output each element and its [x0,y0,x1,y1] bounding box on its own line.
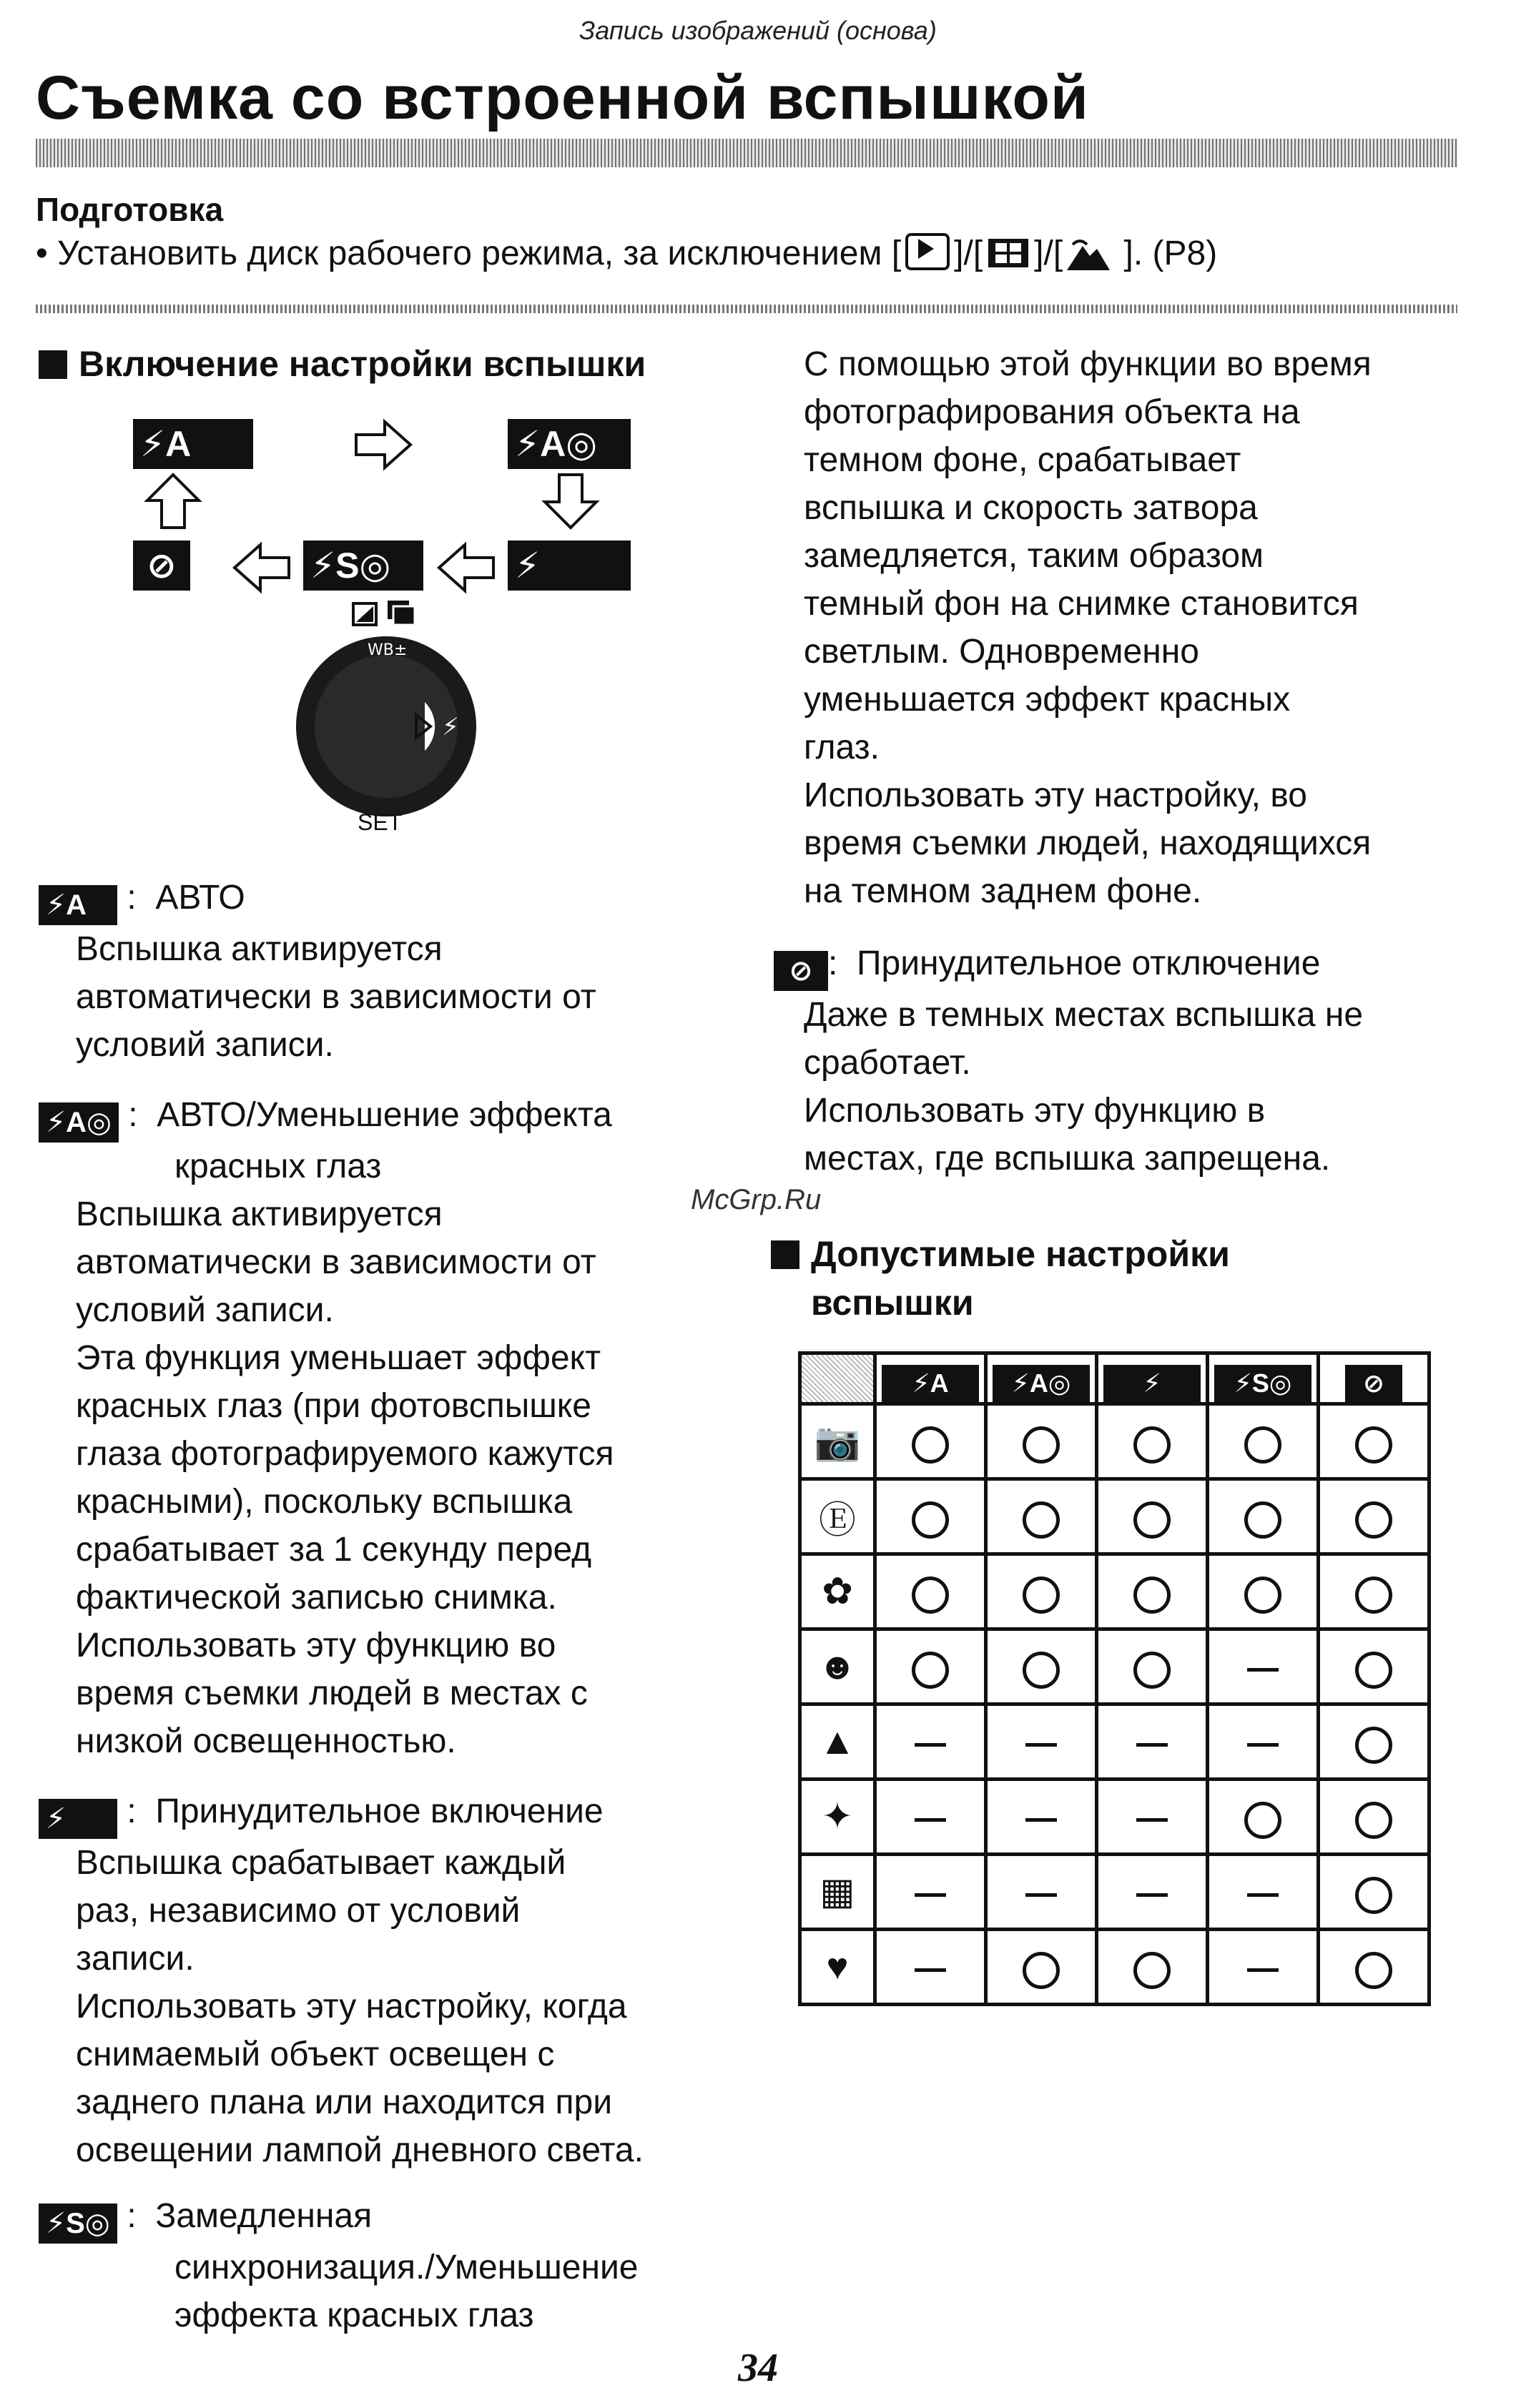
not-allowed-mark [915,1968,946,1972]
not-allowed-mark [1025,1818,1057,1822]
table-cell [1097,1554,1208,1629]
table-cell [1097,1704,1208,1780]
control-dial[interactable] [293,633,479,819]
desc-line: срабатывает за 1 секунду перед [76,1531,592,1569]
desc-line: Вспышка активируется [76,930,443,968]
allowed-mark [1355,1952,1392,1989]
allowed-mark [1244,1426,1281,1464]
allowed-mark [1133,1952,1171,1989]
desc-line: время съемки людей, находящихся [804,824,1372,862]
desc-line: сработает. [804,1044,971,1082]
heart-icon: ♥ [800,1930,875,2005]
desc-line: Вспышка срабатывает каждый [76,1844,566,1882]
column-header: ⚡A◎ [986,1353,1097,1404]
allowed-mark [1355,1426,1392,1464]
desc-line: записи. [76,1940,195,1978]
flash-auto-badge: ⚡A [39,885,117,925]
flash-off-badge: ⊘ [774,951,828,991]
diagram-flash-forced-on: ⚡ [508,541,631,591]
table-cell [1097,1479,1208,1554]
desc-line: раз, независимо от условий [76,1892,521,1930]
play-mode-icon [905,233,950,270]
table-cell [875,1930,986,2005]
desc-line: красных глаз (при фотовспышке [76,1387,591,1425]
allowed-mark [1244,1576,1281,1614]
mode-name: Принудительное включение [155,1792,604,1830]
diagram-flash-slow-sync: ⚡S◎ [303,541,423,591]
desc-line: снимаемый объект освещен с [76,2036,555,2073]
table-cell [986,1780,1097,1855]
table-cell [1208,1780,1319,1855]
table-corner [800,1353,875,1404]
exposure-burst-icons [350,598,429,631]
diagram-flash-auto: ⚡A [133,419,253,469]
column-header: ⊘ [1319,1353,1429,1404]
table-row [800,1855,1429,1930]
bullet-square-icon [771,1240,799,1269]
desc-line: условий записи. [76,1026,334,1064]
table-cell [1097,1930,1208,2005]
allowed-mark [1023,1576,1060,1614]
allowed-mark [912,1576,949,1614]
desc-line: Использовать эту настройку, во [804,776,1307,814]
allowed-mark [1244,1501,1281,1539]
desc-line: низкой освещенностью. [76,1722,456,1760]
arrow-down-icon [541,472,601,531]
table-row [800,1404,1429,1479]
desc-line: вспышка и скорость затвора [804,489,1258,527]
desc-line: заднего плана или находится при [76,2083,612,2121]
portrait-icon: ☻ [800,1629,875,1704]
desc-line: автоматически в зависимости от [76,978,596,1016]
not-allowed-mark [1247,1668,1279,1672]
allowed-mark [912,1426,949,1464]
mode-slow-sync: ⚡S◎ : Замедленная синхронизация./Уменьшение эффекта красных глаз [39,2192,725,2339]
landscape-icon: ▲ [800,1704,875,1780]
diagram-flash-auto-redeye: ⚡A◎ [508,419,631,469]
desc-line: замедляется, таким образом [804,537,1264,575]
table-row [800,1780,1429,1855]
arrow-up-icon [143,472,203,531]
allowed-mark [1244,1802,1281,1839]
desc-line: глаза фотографируемого кажутся [76,1435,614,1473]
flash-slow-sync-badge: ⚡S◎ [39,2204,117,2244]
table-cell [1208,1855,1319,1930]
allowed-mark [1355,1501,1392,1539]
mode-name: Принудительное отключение [857,944,1321,982]
allowed-mark [1355,1652,1392,1689]
allowed-mark [912,1501,949,1539]
title-divider [36,139,1457,167]
column-header: ⚡ [1097,1353,1208,1404]
allowed-mark [1023,1652,1060,1689]
desc-line: темном фоне, срабатывает [804,441,1241,479]
page-title: Съемка со встроенной вспышкой [36,64,1089,132]
desc-line: время съемки людей в местах с [76,1674,588,1712]
table-cell [986,1855,1097,1930]
prep-text: • Установить диск рабочего режима, за исключением [ ]/[ ]/[ ]. (P8) [36,235,1218,272]
night-portrait-icon: ✦ [800,1780,875,1855]
movie-icon: ▦ [800,1855,875,1930]
table-cell [1319,1930,1429,2005]
table-cell [986,1629,1097,1704]
table-cell [986,1930,1097,2005]
mode-name: АВТО/Уменьшение эффекта [157,1096,612,1134]
table-cell [1319,1780,1429,1855]
not-allowed-mark [1136,1818,1168,1822]
desc-line: С помощью этой функции во время [804,345,1372,383]
allowed-mark [1355,1877,1392,1914]
desc-line: фактической записью снимка. [76,1579,557,1617]
desc-line: автоматически в зависимости от [76,1243,596,1281]
table-cell [1208,1704,1319,1780]
table-cell [1319,1554,1429,1629]
mode-name-cont: синхронизация./Уменьшение [174,2249,639,2286]
prep-title: Подготовка [36,191,224,228]
desc-line: уменьшается эффект красных [804,681,1291,719]
not-allowed-mark [1025,1893,1057,1897]
table-cell [875,1629,986,1704]
table-cell [1319,1704,1429,1780]
mode-name: Замедленная [155,2197,373,2235]
table-cell [1208,1404,1319,1479]
not-allowed-mark [1136,1893,1168,1897]
table-cell [875,1404,986,1479]
table-cell [986,1479,1097,1554]
table-cell [1208,1930,1319,2005]
table-header-row [800,1353,1429,1404]
table-cell [1319,1629,1429,1704]
economy-icon: Ⓔ [800,1479,875,1554]
section-header: Запись изображений (основа) [579,16,937,45]
mode-name: АВТО [155,879,245,917]
desc-line: на темном заднем фоне. [804,872,1202,910]
not-allowed-mark [1136,1743,1168,1747]
svg-text:⚡: ⚡ [442,713,459,741]
allowed-mark [1133,1426,1171,1464]
desc-line: Даже в темных местах вспышка не [804,996,1364,1034]
desc-line: условий записи. [76,1291,334,1329]
desc-line: Использовать эту функцию во [76,1627,556,1664]
column-header: ⚡S◎ [1208,1353,1319,1404]
bullet-square-icon [39,350,67,379]
not-allowed-mark [1025,1743,1057,1747]
mode-forced-off: ⊘ : Принудительное отключение Даже в темных местах вспышка не сработает. Использовать эту функцию в местах, где вспышка запрещена. [774,939,1460,1183]
allowed-heading [771,1230,1230,1327]
desc-line: Вспышка активируется [76,1195,443,1233]
mode-name-cont: эффекта красных глаз [174,2296,534,2334]
table-row [800,1479,1429,1554]
desc-line: красными), поскольку вспышка [76,1483,573,1521]
desc-line: Использовать эту функцию в [804,1092,1266,1130]
not-allowed-mark [915,1893,946,1897]
mode-auto-redeye: ⚡A◎ : АВТО/Уменьшение эффекта красных глаз Вспышка активируется автоматически в зависимости от условий записи. Эта функция уменьшает эффект красных глаз (при фотовспышке глаза фотографируемого кажутся красными), поскольку вспышка срабатывает за 1 секунду перед фактической записью снимка. Использовать эту функцию во время съемки людей в местах с низкой освещенностью. [39,1091,725,1765]
arrow-left-icon [230,541,292,595]
allowed-heading-line2: вспышки [811,1283,974,1323]
desc-line: Использовать эту настройку, когда [76,1988,627,2025]
flash-forced-on-badge: ⚡ [39,1799,117,1839]
landscape-mode-icon [1065,236,1111,272]
table-cell [1208,1479,1319,1554]
table-cell [986,1704,1097,1780]
movie-mode-icon [985,236,1031,270]
table-cell [1319,1404,1429,1479]
dial-set-label: SET [358,809,403,835]
modes-heading [39,343,646,385]
table-cell [1319,1855,1429,1930]
prep-text-after: ]. (P8) [1114,235,1218,272]
table-cell [1097,1404,1208,1479]
allowed-mark [1133,1576,1171,1614]
dial-wb-label: WB± [368,641,408,659]
table-cell [875,1855,986,1930]
not-allowed-mark [915,1818,946,1822]
diagram-flash-off: ⊘ [133,541,190,591]
not-allowed-mark [1247,1743,1279,1747]
desc-line: светлым. Одновременно [804,633,1199,671]
desc-line: глаз. [804,729,880,766]
table-cell [1208,1554,1319,1629]
allowed-heading-line1: Допустимые настройки [811,1234,1230,1274]
not-allowed-mark [915,1743,946,1747]
mode-forced-on: ⚡ : Принудительное включение Вспышка срабатывает каждый раз, независимо от условий записи. Использовать эту настройку, когда снимаемый объект освещен с заднего плана или находится при освещении лампой дневного света. [39,1787,725,2174]
table-cell [1097,1855,1208,1930]
table-cell [875,1554,986,1629]
prep-divider [36,305,1457,313]
table-row [800,1629,1429,1704]
camera-icon: 📷 [800,1404,875,1479]
desc-line: фотографирования объекта на [804,393,1300,431]
allowed-mark [1355,1576,1392,1614]
desc-line: местах, где вспышка запрещена. [804,1140,1331,1178]
flash-compat-table [798,1351,1431,2006]
macro-icon: ✿ [800,1554,875,1629]
table-row [800,1930,1429,2005]
mode-name-cont: красных глаз [174,1148,382,1185]
desc-line: темный фон на снимке становится [804,585,1359,623]
flash-auto-redeye-badge: ⚡A◎ [39,1102,119,1143]
modes-heading-label: Включение настройки вспышки [79,344,646,384]
slow-sync-description [804,340,1447,915]
table-cell [1097,1780,1208,1855]
allowed-mark [912,1652,949,1689]
table-row [800,1704,1429,1780]
desc-line: освещении лампой дневного света. [76,2131,644,2169]
table-cell [875,1780,986,1855]
not-allowed-mark [1247,1968,1279,1972]
table-cell [1208,1629,1319,1704]
allowed-mark [1355,1802,1392,1839]
allowed-mark [1355,1727,1392,1764]
table-cell [986,1404,1097,1479]
table-cell [1097,1629,1208,1704]
mode-auto: ⚡A : АВТО Вспышка активируется автоматически в зависимости от условий записи. [39,874,725,1069]
table-cell [875,1479,986,1554]
allowed-mark [1133,1652,1171,1689]
allowed-mark [1023,1426,1060,1464]
column-header: ⚡A [875,1353,986,1404]
table-cell [875,1704,986,1780]
allowed-mark [1023,1501,1060,1539]
table-row [800,1554,1429,1629]
page-number: 34 [738,2346,778,2390]
not-allowed-mark [1247,1893,1279,1897]
allowed-mark [1133,1501,1171,1539]
allowed-mark [1023,1952,1060,1989]
prep-text-before: • Установить диск рабочего режима, за исключением [ [36,235,902,272]
arrow-left-icon [435,541,496,595]
watermark: McGrp.Ru [691,1184,822,1215]
table-cell [1319,1479,1429,1554]
table-cell [986,1554,1097,1629]
desc-line: Эта функция уменьшает эффект [76,1339,601,1377]
arrow-right-icon [353,418,415,472]
